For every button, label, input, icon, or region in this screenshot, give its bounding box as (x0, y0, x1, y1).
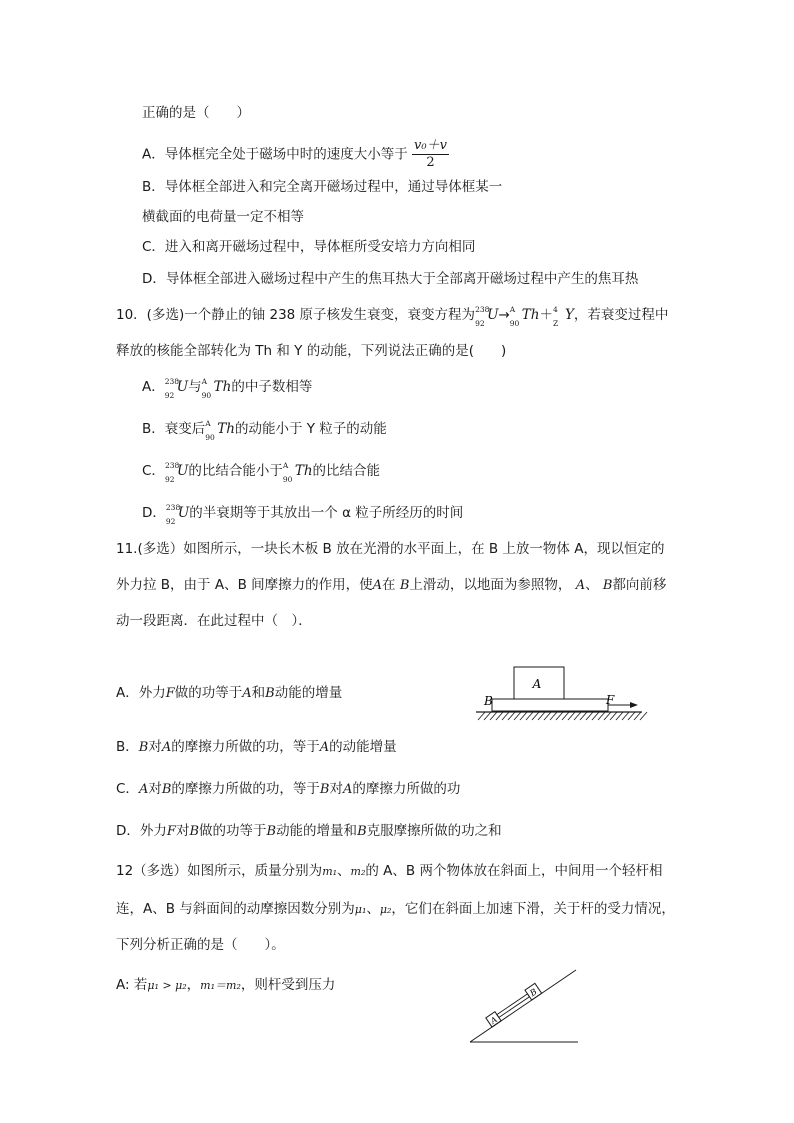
hatch-mark (592, 712, 599, 720)
q11-option-d: D．外力F对B做的功等于B动能的增量和B克服摩擦所做的功之和 (116, 823, 502, 839)
q10-option-b: B．衰变后 A 90 Th的动能小于 Y 粒子的动能 (142, 419, 387, 442)
q9-option-b-line1: B．导体框全部进入和完全离开磁场过程中，通过导体框某一 (142, 179, 503, 195)
q9-option-b-line2: 横截面的电荷量一定不相等 (142, 209, 304, 225)
q12-stem-line2: 连，A、B 与斜面间的动摩擦因数分别为μ₁、μ₂，它们在斜面上加速下滑，关于杆的受力情况， (116, 901, 675, 917)
q10-stem-line1: 10．(多选)一个静止的铀 238 原子核发生衰变，衰变方程为 238 92 U→ A 90 Th＋ 4 Z Y，若衰变过程中 (116, 305, 669, 328)
hatch-mark (598, 712, 605, 720)
block-a-on-incline (486, 1012, 501, 1027)
q11-option-b: B．B对A的摩擦力所做的功，等于A的动能增量 (116, 739, 397, 755)
hatch-mark (568, 712, 575, 720)
hatch-mark (550, 712, 557, 720)
force-arrowhead (630, 702, 638, 708)
force-f-label: F (606, 693, 615, 707)
q12-stem-line3: 下列分析正确的是（ ）。 (116, 937, 285, 953)
hatch-mark (508, 712, 515, 720)
hatch-mark (532, 712, 539, 720)
hatch-mark (586, 712, 593, 720)
q12-stem-line1: 12（多选）如图所示，质量分别为m₁、m₂的 A、B 两个物体放在斜面上，中间用一个轻杆相 (116, 863, 663, 879)
q9-option-d: D．导体框全部进入磁场过程中产生的焦耳热大于全部离开磁场过程中产生的焦耳热 (142, 271, 639, 287)
q11-stem-line2: 外力拉 B，由于 A、B 间摩擦力的作用，使A在 B上滑动，以地面为参照物， A、 B都向前移 (116, 577, 667, 593)
incline-surface (470, 970, 576, 1042)
uranium-238-symbol: 238 92 U (475, 305, 499, 328)
hatch-mark (580, 712, 587, 720)
q9-option-c: C．进入和离开磁场过程中，导体框所受安培力方向相同 (142, 239, 476, 255)
hatch-mark (604, 712, 611, 720)
q10-option-d: D． 238 92 U的半衰期等于其放出一个 α 粒子所经历的时间 (142, 503, 464, 526)
hatch-mark (502, 712, 509, 720)
board-b-label: B (484, 694, 493, 708)
q11-option-c: C．A对B的摩擦力所做的功，等于B对A的摩擦力所做的功 (116, 781, 461, 797)
hatch-mark (514, 712, 521, 720)
hatch-mark (490, 712, 497, 720)
q9-option-a: A．导体框完全处于磁场中时的速度大小等于 $\frac{\text{v₀＋v}}{2}$ (142, 138, 447, 170)
q10-option-c: C． 238 92 U的比结合能小于 A 90 Th的比结合能 (142, 461, 381, 484)
q11-stem-line1: 11.(多选）如图所示，一块长木板 B 放在光滑的水平面上，在 B 上放一物体 A，现以恒定的 (116, 541, 665, 557)
hatch-mark (544, 712, 551, 720)
hatch-mark (520, 712, 527, 720)
ground-hatching (478, 712, 647, 720)
hatch-mark (616, 712, 623, 720)
q9-velocity-fraction: $\frac{\text{v₀＋v}}{2}$ (414, 138, 447, 170)
q10-stem-line2: 释放的核能全部转化为 Th 和 Y 的动能，下列说法正确的是( ) (116, 343, 507, 359)
hatch-mark (484, 712, 491, 720)
hatch-mark (640, 712, 647, 720)
incline-figure (462, 962, 586, 1048)
board-b (492, 699, 608, 711)
hatch-mark (610, 712, 617, 720)
hatch-mark (634, 712, 641, 720)
hatch-mark (628, 712, 635, 720)
q11-stem-line3: 动一段距离．在此过程中（ ）． (116, 613, 312, 629)
block-a-label: A (532, 677, 542, 691)
hatch-mark (562, 712, 569, 720)
hatch-mark (496, 712, 503, 720)
hatch-mark (574, 712, 581, 720)
svg-text:B: B (528, 987, 540, 1000)
rod (497, 994, 530, 1018)
hatch-mark (538, 712, 545, 720)
q10-option-a: A． 238 92 U与 A 90 Th的中子数相等 (142, 377, 313, 400)
hatch-mark (478, 712, 485, 720)
hatch-mark (556, 712, 563, 720)
q12-option-a: A: 若μ₁ > μ₂，m₁＝m₂，则杆受到压力 (116, 977, 336, 993)
y-particle-symbol: 4 Z Y (552, 305, 574, 328)
hatch-mark (526, 712, 533, 720)
thorium-symbol: A 90 Th (509, 305, 540, 328)
q11-option-a: A．外力F做的功等于A和B动能的增量 (116, 685, 343, 701)
board-block-figure (470, 660, 650, 726)
svg-text:A: A (489, 1014, 499, 1026)
hatch-mark (622, 712, 629, 720)
q9-stem-tail: 正确的是（ ） (142, 105, 250, 121)
